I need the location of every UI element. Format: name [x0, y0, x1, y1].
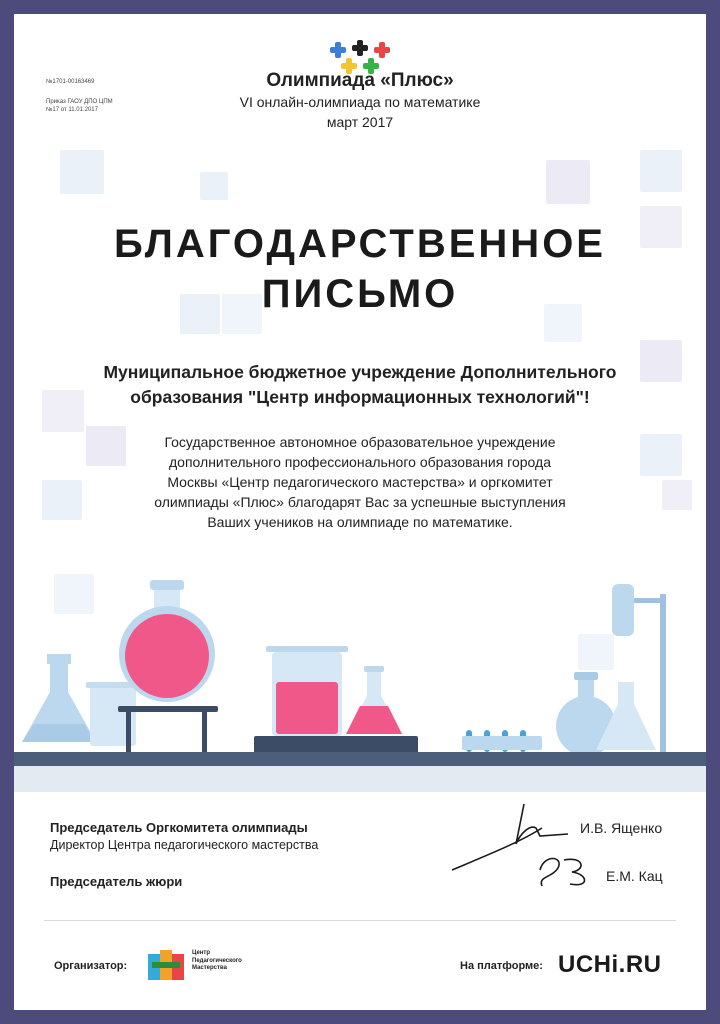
olympiad-subtitle: VI онлайн-олимпиада по математике — [239, 94, 481, 110]
bg-square — [640, 434, 682, 476]
lab-illustration — [14, 574, 706, 794]
large-beaker-icon — [266, 646, 348, 736]
organizer-label: Организатор: — [54, 960, 128, 972]
left-flask-icon — [22, 654, 96, 742]
cpm-line-1: Центр — [192, 950, 211, 956]
lab-bench-base — [14, 766, 706, 792]
uchi-ru-logo: UCHi.RU — [558, 951, 662, 978]
bg-square — [640, 150, 682, 192]
cpm-logo-icon — [146, 948, 188, 984]
bg-square — [60, 150, 104, 194]
recipient — [44, 360, 676, 410]
chair-name: И.В. Ященко — [580, 820, 663, 836]
bg-square — [662, 480, 692, 510]
recipient-line-1: Муниципальное бюджетное учреждение Дополнительного — [103, 362, 617, 382]
body-line: Ваших учеников на олимпиаде по математике. — [207, 514, 513, 530]
body-line: олимпиады «Плюс» благодарят Вас за успешные выступления — [154, 494, 566, 510]
bg-square — [200, 172, 228, 200]
letter-title-line-2: ПИСЬМО — [261, 272, 459, 316]
bg-square — [546, 160, 590, 204]
jury-title: Председатель жюри — [50, 874, 183, 889]
jury-signature-icon — [534, 850, 600, 892]
certificate-number: №1701-00163469 — [46, 79, 95, 85]
letter-title-line-1: БЛАГОДАРСТВЕННОЕ — [114, 222, 606, 266]
platform-label: На платформе: — [460, 960, 543, 972]
jury-name: Е.М. Кац — [606, 868, 663, 884]
chair-title: Председатель Оргкомитета олимпиады — [50, 820, 308, 835]
pink-flask-icon — [346, 666, 402, 734]
body-line: дополнительного профессионального образования города — [169, 454, 551, 470]
body-line: Москвы «Центр педагогического мастерства» и оргкомитет — [167, 474, 553, 490]
olympiad-title: Олимпиада «Плюс» — [266, 70, 454, 91]
cpm-line-3: Мастерства — [192, 965, 227, 971]
small-beaker-icon — [86, 682, 140, 746]
letter-body — [74, 432, 646, 532]
chair-subtitle: Директор Центра педагогического мастерства — [50, 838, 319, 852]
olympiad-date: март 2017 — [326, 114, 394, 130]
lab-stand-icon — [556, 584, 666, 756]
test-tubes-icon — [462, 730, 542, 752]
recipient-line-2: образования "Центр информационных технологий"! — [130, 387, 590, 407]
certificate-sheet — [14, 14, 706, 1010]
cpm-name — [192, 950, 242, 973]
order-line-1: Приказ ГАОУ ДПО ЦПМ — [46, 99, 113, 105]
footer-divider — [44, 920, 676, 921]
cpm-line-2: Педагогического — [192, 957, 242, 964]
lab-bench-top — [14, 752, 706, 766]
order-line-2: №17 от 11.01.2017 — [46, 107, 98, 113]
body-line: Государственное автономное образовательное учреждение — [164, 434, 556, 450]
